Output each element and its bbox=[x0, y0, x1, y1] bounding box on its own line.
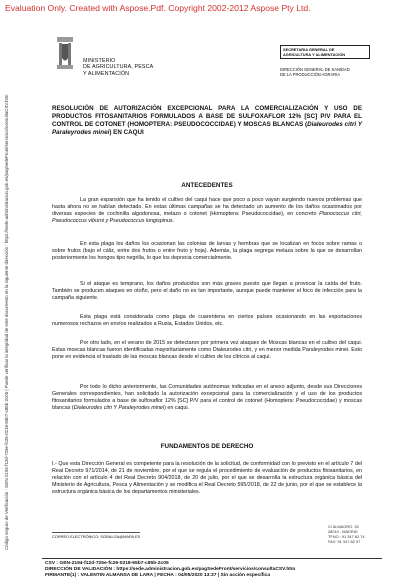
paragraph-6-text: Por todo lo dicho anteriormente, las Comunidades autónomas indicadas en el anexo adjunto, desde sus Direcciones Generales correspondientes, han solicitado la autorización excepcional para la comercialización y el uso de los productos fitosanitarios formulados a base de sulfoxaflor 12% [SC] P/V para el control de cotonet (Homoptera: Pseudococcidae) y moscas blancas ( bbox=[52, 384, 362, 412]
csv-block bbox=[45, 561, 295, 580]
address-line-2: 28010 - MADRID bbox=[328, 529, 358, 534]
secretaria-line-2: AGRICULTURA Y ALIMENTACIÓN bbox=[283, 52, 346, 57]
section-heading-antecedentes: ANTECEDENTES bbox=[181, 182, 233, 189]
paragraph-1-text: La gran expansión que ha tenido el cultivo del caqui hace que poco a poco vayan surgiendo nuevos problemas que hasta ahora no se habían detectado. En estas últimas campañas se ha detectado un aumento de los daños ocasionados por diversas especies de cochinilla algodonosa, melazo o cotonet (Homoptera: Pseudococcidae), en concreto bbox=[52, 197, 362, 218]
paragraph-4: Esta plaga está considerada como plaga de cuarentena en ciertos países ocasionando en las exportaciones numerosos rechazos en envíos realizados a Rusia, Estados Unidos, etc. bbox=[52, 314, 362, 328]
ministry-line-2: DE AGRICULTURA, PESCA bbox=[83, 64, 154, 71]
section-heading-fundamentos: FUNDAMENTOS DE DERECHO bbox=[160, 443, 254, 450]
title-main: RESOLUCIÓN DE AUTORIZACIÓN EXCEPCIONAL PARA LA COMERCIALIZACIÓN Y USO DE PRODUCTOS FITOSANITARIOS FORMULADOS A BASE DE SULFOXAFLOR 12% [SC] P/V PARA EL CONTROL DE COTONET (HOMOPTERA: PSEUDOCOCCIDAE) Y MOSCAS BLANCAS ( bbox=[52, 105, 362, 129]
address-line-1: C/ ALMAGRO, 33 bbox=[328, 524, 359, 529]
direccion-line-2: DE LA PRODUCCIÓN AGRARIA bbox=[280, 72, 341, 78]
paragraph-3: Si el ataque es temprano, los daños producidos son más graves puesto que llegan a provocar la caída del fruto. También se producen ataques en otoño, pero el daño no es tan importante, aunque puede mantener el foco de infección para la campaña siguiente. bbox=[52, 281, 362, 302]
paragraph-6-end: ) en caqui. bbox=[164, 405, 190, 412]
footer-email: CORREO ELECTRÓNICO: SGRALGA@MAPA.ES bbox=[52, 534, 141, 539]
paragraph-2: En esta plaga los daños los ocasionan las colonias de larvas y hembras que se localizan en focos sobre ramas o sobre frutos (bajo el cáliz, entre dos frutos o entre fruto y hoja). Además, la plaga segrega melaza sobre la que se desarrollan posteriormente los hongos tipo negrilla, lo que los deprecia comercialmente. bbox=[52, 241, 362, 262]
csv-code: GEN-2194-f12d-725e-fc26-0218-65b7-c85b-2c05 bbox=[59, 561, 169, 566]
paragraph-1 bbox=[52, 197, 362, 225]
document-title bbox=[52, 105, 362, 137]
ministry-name bbox=[83, 58, 153, 77]
footer-divider bbox=[42, 558, 382, 559]
ministry-line-3: Y ALIMENTACIÓN bbox=[83, 70, 130, 77]
coat-of-arms-icon bbox=[55, 36, 75, 72]
validation-url[interactable]: https://sede.administracion.gob.es/pagSedeFront/servicios/consultaCSV.htm bbox=[116, 567, 296, 573]
csv-label: CSV : bbox=[45, 561, 59, 566]
footer-address bbox=[328, 524, 365, 544]
address-line-4: FAX: 91 347 82 97 bbox=[328, 539, 361, 544]
paragraph-6-species: Dialeurodes citri Y Paraleyrodes minei bbox=[73, 405, 165, 412]
evaluation-watermark: Evaluation Only. Created with Aspose.Pdf. Copyright 2002-2012 Aspose Pty Ltd. bbox=[5, 3, 311, 13]
address-line-3: TFNO.: 91 347 82 74 bbox=[328, 534, 365, 539]
secretaria-line-1: SECRETARIA GENERAL DE bbox=[283, 47, 335, 52]
validation-label: DIRECCIÓN DE VALIDACIÓN : bbox=[45, 567, 116, 573]
paragraph-5: Por otro lado, en el verano de 2015 se detectaron por primera vez ataques de Moscas blancas en el cultivo del caqui. Estas moscas blancas fueron identificadas mayoritariamente como Dialeurodes citri, y en menor medida Paraleyrodes minei. Esto pone en evidencia el traslado de las moscas blancas desde el cultivo de los cítricos al caqui. bbox=[52, 340, 362, 361]
paragraph-6 bbox=[52, 384, 362, 412]
title-end: ) EN CAQUI bbox=[109, 129, 144, 137]
paragraph-1-species: Planococcus citri, Pseudococcus viburni y Pseudococcus longispinus. bbox=[52, 211, 362, 225]
title-italic: Dialeurodes citri Y Paraleyrodes minei bbox=[52, 121, 362, 137]
direccion-line-1: DIRECCIÓN GENERAL DE SANIDAD bbox=[280, 67, 350, 72]
verification-side-text: Código seguro de Verificación : GEN-2194-f12d-725e-fc26-0218-65b7-c85b-2c05 | Puede verificar la integridad de este documento en la siguiente dirección : https://sede.administracion.gob.es/pagSedeFront/servicios/consultaCSV.htm bbox=[4, 94, 9, 550]
direccion-general bbox=[280, 67, 375, 77]
secretaria-box bbox=[280, 45, 370, 59]
ministry-line-1: MINISTERIO bbox=[83, 58, 116, 64]
signature-line: FIRMANTE(1) : VALENTIN ALMANSA DE LARA | FECHA : 04/05/2020 13:37 | Sin acción específica bbox=[45, 573, 271, 579]
paragraph-7: I.- Que esta Dirección General es competente para la resolución de la solicitud, de conformidad con lo previsto en el artículo 7 del Real Decreto 971/2014, de 21 de noviembre, por el que se regula el procedimiento de evaluación de productos fitosanitarios, en relación con el artículo 4 del Real Decreto 904/2018, de 20 de julio, por el que se desarrolla la estructura orgánica básica del Ministerio de Agricultura, Pesca y Alimentación y se modifica el Real Decreto 595/2018, de 22 de junio, por el que se establece la estructura orgánica básica de los departamentos ministeriales. bbox=[52, 461, 362, 496]
